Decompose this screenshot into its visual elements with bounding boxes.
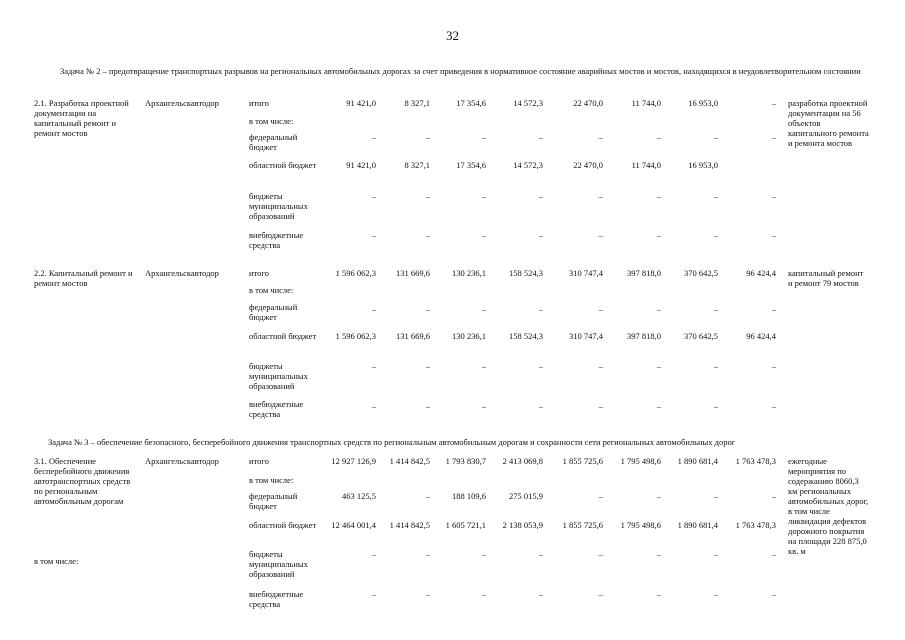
amount-cell: –	[538, 549, 543, 559]
source-label: итого	[249, 98, 269, 108]
source-label: в том числе:	[249, 285, 294, 295]
source-label: бюджеты муниципальных образований	[249, 361, 308, 391]
amount-cell: 130 236,1	[452, 268, 486, 278]
amount-cell: –	[425, 191, 430, 201]
amount-cell: –	[771, 361, 776, 371]
source-label: внебюджетные средства	[249, 589, 304, 609]
amounts-regional	[320, 160, 780, 170]
source-label: бюджеты муниципальных образований	[249, 549, 308, 579]
amount-cell: 1 605 721,1	[445, 520, 486, 530]
amount-cell: –	[371, 401, 376, 411]
amount-cell: –	[771, 589, 776, 599]
amount-cell: –	[771, 230, 776, 240]
amount-cell: 463 125,5	[342, 491, 376, 501]
amounts-regional	[320, 331, 780, 341]
amount-cell: –	[538, 401, 543, 411]
amount-cell: –	[771, 549, 776, 559]
amount-cell: 310 747,4	[569, 331, 603, 341]
amount-cell: 1 793 830,7	[445, 456, 486, 466]
amount-cell: –	[598, 230, 603, 240]
amount-cell: –	[481, 589, 486, 599]
executor: Архангельскавтодор	[145, 456, 219, 466]
amounts-federal	[320, 491, 780, 501]
amount-cell: –	[425, 589, 430, 599]
amount-cell: –	[656, 401, 661, 411]
measure-name: 2.2. Капитальный ремонт и ремонт мостов	[34, 268, 133, 288]
amount-cell: –	[713, 589, 718, 599]
source-label: областной бюджет	[249, 160, 317, 170]
amount-cell: –	[771, 304, 776, 314]
amount-cell: 397 818,0	[627, 268, 661, 278]
task-2-heading: Задача № 2 – предотвращение транспортных разрывов на региональных автомобильных дорогах за счет приведения в нормативное состояние аварийных мостов и мостов, находящихся в неудовлетворительном состоянии	[60, 66, 861, 76]
amount-cell: –	[371, 549, 376, 559]
amounts-regional	[320, 520, 780, 530]
amount-cell: 22 470,0	[573, 98, 603, 108]
amount-cell: 131 669,6	[396, 268, 430, 278]
amount-cell: 96 424,4	[746, 268, 776, 278]
source-label: бюджеты муниципальных образований	[249, 191, 308, 221]
amount-cell: –	[656, 491, 661, 501]
amount-cell: –	[538, 361, 543, 371]
amount-cell: 310 747,4	[569, 268, 603, 278]
amount-cell: 17 354,6	[456, 98, 486, 108]
source-label: итого	[249, 268, 269, 278]
source-label: внебюджетные средства	[249, 399, 304, 419]
amount-cell: 14 572,3	[513, 160, 543, 170]
amount-cell: 1 795 498,6	[620, 456, 661, 466]
amount-cell: 12 464 001,4	[331, 520, 376, 530]
amount-cell: –	[771, 191, 776, 201]
amounts-municipal	[320, 361, 780, 371]
amount-cell: 275 015,9	[509, 491, 543, 501]
amount-cell: 96 424,4	[746, 331, 776, 341]
amount-cell: 8 327,1	[404, 160, 430, 170]
amount-cell: –	[598, 589, 603, 599]
amount-cell: 397 818,0	[627, 331, 661, 341]
amount-cell: 370 642,5	[684, 331, 718, 341]
amount-cell: 17 354,6	[456, 160, 486, 170]
amount-cell: 11 744,0	[631, 160, 661, 170]
amount-cell: 2 138 053,9	[502, 520, 543, 530]
amount-cell: –	[538, 230, 543, 240]
amounts-total	[320, 98, 780, 108]
amount-cell: –	[371, 230, 376, 240]
source-label: областной бюджет	[249, 331, 317, 341]
amount-cell: –	[656, 361, 661, 371]
amount-cell: –	[598, 401, 603, 411]
amounts-extrabudgetary	[320, 401, 780, 411]
amount-cell: –	[598, 191, 603, 201]
amount-cell: 1 596 062,3	[335, 268, 376, 278]
amounts-federal	[320, 132, 780, 142]
amount-cell: 1 890 681,4	[677, 520, 718, 530]
amount-cell: –	[425, 401, 430, 411]
amount-cell: –	[481, 132, 486, 142]
amount-cell: –	[425, 230, 430, 240]
source-label: в том числе:	[249, 116, 294, 126]
amount-cell: 1 414 842,5	[389, 456, 430, 466]
page-number: 32	[446, 28, 459, 43]
amount-cell: –	[425, 304, 430, 314]
amount-cell: –	[481, 361, 486, 371]
amount-cell: 1 763 478,3	[735, 520, 776, 530]
amount-cell: 22 470,0	[573, 160, 603, 170]
amount-cell: –	[713, 304, 718, 314]
amount-cell: –	[481, 191, 486, 201]
amount-cell: –	[713, 549, 718, 559]
amount-cell: 131 669,6	[396, 331, 430, 341]
amount-cell: –	[371, 132, 376, 142]
amount-cell: 370 642,5	[684, 268, 718, 278]
amount-cell: –	[425, 361, 430, 371]
source-label: областной бюджет	[249, 520, 317, 530]
amount-cell: –	[656, 230, 661, 240]
amount-cell: –	[538, 589, 543, 599]
amount-cell: –	[771, 401, 776, 411]
amount-cell: –	[771, 98, 776, 108]
amounts-total	[320, 268, 780, 278]
amount-cell: –	[598, 132, 603, 142]
amount-cell: –	[713, 401, 718, 411]
amount-cell: 1 855 725,6	[562, 456, 603, 466]
amounts-municipal	[320, 191, 780, 201]
amount-cell: 91 421,0	[346, 160, 376, 170]
source-label: итого	[249, 456, 269, 466]
amount-cell: –	[425, 132, 430, 142]
amount-cell: –	[598, 304, 603, 314]
amount-cell: –	[538, 191, 543, 201]
amount-cell: –	[481, 304, 486, 314]
amount-cell: 16 953,0	[688, 98, 718, 108]
task-3-heading: Задача № 3 – обеспечение безопасного, бесперебойного движения транспортных средств по региональным автомобильным дорогам и сохранности сети региональных автомобильных дорог	[48, 437, 736, 447]
amount-cell: –	[481, 549, 486, 559]
amount-cell: –	[371, 191, 376, 201]
amount-cell: –	[538, 132, 543, 142]
amount-cell: 16 953,0	[688, 160, 718, 170]
amounts-extrabudgetary	[320, 230, 780, 240]
amount-cell: –	[371, 589, 376, 599]
measure-name: 3.1. Обеспечение бесперебойного движения автотранспортных средств по региональным автомобильным дорогам	[34, 456, 131, 506]
sub-items-note: в том числе:	[34, 556, 79, 566]
amount-cell: 1 855 725,6	[562, 520, 603, 530]
amount-cell: 2 413 069,8	[502, 456, 543, 466]
amount-cell: 11 744,0	[631, 98, 661, 108]
source-label: в том числе:	[249, 475, 294, 485]
amount-cell: 14 572,3	[513, 98, 543, 108]
amount-cell: 1 763 478,3	[735, 456, 776, 466]
source-label: внебюджетные средства	[249, 230, 304, 250]
amounts-federal	[320, 304, 780, 314]
amount-cell: 91 421,0	[346, 98, 376, 108]
amount-cell: 1 890 681,4	[677, 456, 718, 466]
amount-cell: 12 927 126,9	[331, 456, 376, 466]
source-label: федеральный бюджет	[249, 491, 298, 511]
amount-cell: –	[481, 401, 486, 411]
amount-cell: –	[598, 361, 603, 371]
expected-result: капитальный ремонт и ремонт 79 мостов	[788, 268, 864, 288]
amount-cell: –	[481, 230, 486, 240]
amount-cell: –	[371, 361, 376, 371]
expected-result: ежегодные мероприятия по содержанию 8060,3 км региональных автомобильных дорог, в том числе ликвидация дефектов дорожного покрытия на площади 228 875,0 кв. м	[788, 456, 869, 556]
amount-cell: –	[598, 491, 603, 501]
amount-cell: 158 524,3	[509, 331, 543, 341]
amount-cell: –	[371, 304, 376, 314]
amounts-extrabudgetary	[320, 589, 780, 599]
amount-cell: 1 414 842,5	[389, 520, 430, 530]
amount-cell: –	[771, 491, 776, 501]
executor: Архангельскавтодор	[145, 98, 219, 108]
amount-cell: –	[656, 191, 661, 201]
amount-cell: –	[598, 549, 603, 559]
amount-cell: 130 236,1	[452, 331, 486, 341]
amount-cell: 188 109,6	[452, 491, 486, 501]
amount-cell: –	[713, 132, 718, 142]
amount-cell: –	[713, 191, 718, 201]
amount-cell: 1 795 498,6	[620, 520, 661, 530]
amount-cell: –	[425, 491, 430, 501]
expected-result: разработка проектной документации на 56 объектов капитального ремонта и ремонта мостов	[788, 98, 869, 148]
amount-cell: 8 327,1	[404, 98, 430, 108]
amount-cell: –	[713, 361, 718, 371]
amount-cell: –	[713, 491, 718, 501]
amount-cell: –	[425, 549, 430, 559]
amounts-total	[320, 456, 780, 466]
executor: Архангельскавтодор	[145, 268, 219, 278]
amount-cell: 1 596 062,3	[335, 331, 376, 341]
amount-cell: –	[656, 549, 661, 559]
source-label: федеральный бюджет	[249, 132, 298, 152]
amount-cell: –	[656, 304, 661, 314]
amount-cell: –	[538, 304, 543, 314]
amount-cell: 158 524,3	[509, 268, 543, 278]
amount-cell: –	[656, 132, 661, 142]
amounts-municipal	[320, 549, 780, 559]
measure-name: 2.1. Разработка проектной документации на капитальный ремонт и ремонт мостов	[34, 98, 129, 138]
amount-cell: –	[656, 589, 661, 599]
amount-cell: –	[771, 132, 776, 142]
amount-cell: –	[713, 230, 718, 240]
source-label: федеральный бюджет	[249, 302, 298, 322]
